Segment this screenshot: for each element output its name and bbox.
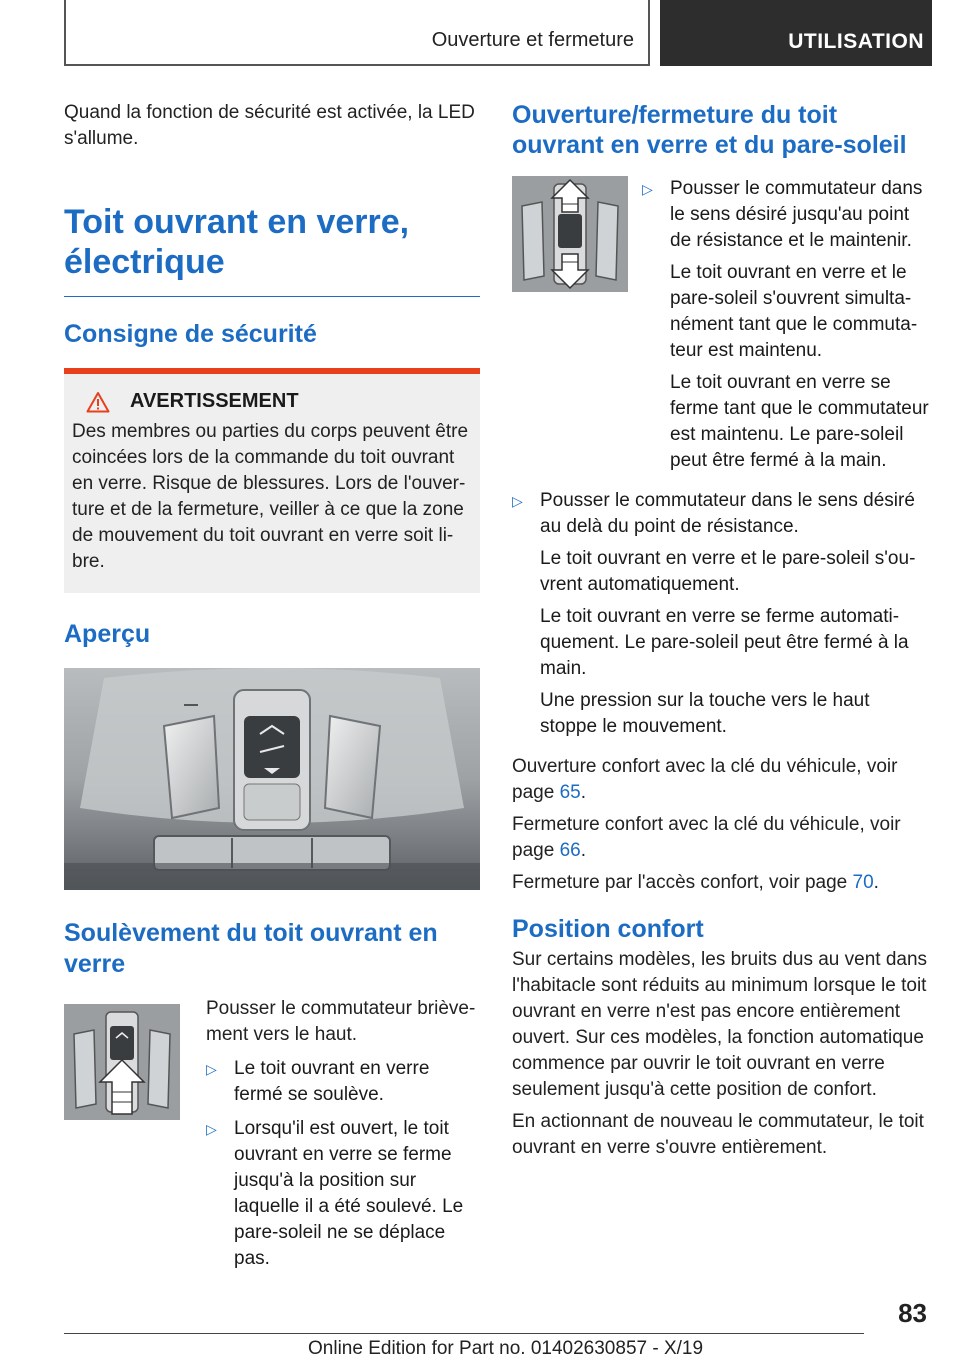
switch-up-down-diagram [512, 176, 628, 292]
footer-rule [64, 1333, 864, 1334]
warning-label: AVERTISSEMENT [130, 390, 299, 412]
warning-box [64, 368, 480, 593]
triangle-bullet-icon: ▷ [206, 1121, 217, 1137]
title-rule [64, 296, 480, 297]
open-close-section [512, 176, 930, 474]
page-link-65[interactable]: 65 [559, 782, 581, 803]
comfort-para2: En actionnant de nouveau le commutateur, le toit ouvrant en verre s'ouvre entièrement. [512, 1111, 924, 1158]
page-header [64, 0, 932, 66]
comfort-close-ref: Fermeture confort avec la clé du véhicule, voir page 66. [512, 814, 901, 861]
raise-text-block [206, 996, 480, 1272]
section-title-glass-roof: Toit ouvrant en verre, électrique [64, 203, 410, 281]
raise-heading: Soulèvement du toit ouvrant en verre [64, 919, 438, 978]
footer-edition: Online Edition for Part no. 01402630857 - X/19 [308, 1338, 704, 1359]
bullet-list-1 [642, 176, 930, 474]
comfort-heading: Position confort [512, 915, 704, 943]
left-column [64, 100, 480, 1272]
safety-heading: Consigne de sécurité [64, 320, 317, 348]
intro-text: Quand la fonction de sécurité est activée, la LED s'allume. [64, 102, 475, 149]
warning-text: Des membres ou parties du corps peuvent être coincées lors de la commande du toit ouvrant en verre. Risque de blessures. Lors de l'ouverture et de la fermeture, veiller à ce que la zone de mouvement du toit ouvrant en verre soit libre. [72, 421, 469, 572]
chapter-title: UTILISATION [788, 30, 924, 53]
bullet2-para2: Le toit ouvrant en verre se ferme automatiquement. Le pare-soleil peut être fermé à la main. [540, 606, 909, 679]
chapter-tab [660, 0, 932, 66]
page-link-66[interactable]: 66 [559, 840, 581, 861]
list-item: ▷ Lorsqu'il est ouvert, le toit ouvrant en verre se ferme jusqu'à la position sur laquelle il a été soulevé. Le pare-soleil ne se déplace pas. [206, 1118, 464, 1269]
list-item: ▷ Pousser le commutateur dans le sens désiré au delà du point de résistance. Le toit ouvrant en verre et le pare-soleil s'ouvrent automatiquement. Le toit ouvrant en verre se ferme automatiquement. Le pare-soleil peut être fermé à la main. Une pression sur la touche vers le haut stoppe le mouvement. [512, 488, 930, 740]
comfort-access-ref: Fermeture par l'accès confort, voir page 70. [512, 872, 879, 893]
section-tab [64, 0, 650, 66]
comfort-para1: Sur certains modèles, les bruits dus au vent dans l'habitacle sont réduits au minimum lorsque le toit ouvrant en verre n'est pas encore entièrement ouvert. Sur ces modèles, la fonction automatique commence par ouvrir le toit ouvrant en verre seulement jusqu'à cette position de confort. [512, 949, 928, 1100]
section-title: Ouverture et fermeture [431, 29, 634, 51]
raise-intro: Pousser le commutateur brièvement vers le haut. [206, 998, 476, 1045]
raise-section [64, 996, 480, 1272]
triangle-bullet-icon: ▷ [642, 181, 653, 197]
right-column [512, 100, 930, 1161]
list-item: ▷ Le toit ouvrant en verre fermé se soulève. [206, 1058, 430, 1105]
bullet2-para1: Le toit ouvrant en verre et le pare-soleil s'ouvrent automatiquement. [540, 548, 916, 595]
warning-triangle-icon [86, 391, 110, 413]
warning-title [86, 390, 472, 413]
triangle-bullet-icon: ▷ [512, 493, 523, 509]
bullet1-para2: Le toit ouvrant en verre se ferme tant que le commutateur est maintenu. Le pare-soleil peut être fermé à la main. [670, 372, 929, 471]
bullet1-para1: Le toit ouvrant en verre et le pare-soleil s'ouvrent simultanément tant que le commutateur est maintenu. [670, 262, 918, 361]
switch-up-diagram [64, 1004, 180, 1120]
overview-heading: Aperçu [64, 620, 151, 648]
page-link-70[interactable]: 70 [852, 872, 874, 893]
open-close-heading: Ouverture/fermeture du toit ouvrant en verre et du pare-soleil [512, 101, 907, 159]
comfort-open-ref: Ouverture confort avec la clé du véhicule, voir page 65. [512, 756, 898, 803]
list-item: ▷ Pousser le commutateur dans le sens désiré jusqu'au point de résistance et le maintenir. Le toit ouvrant en verre et le pare-soleil s'ouvrent simultanément tant que le commutateur est maintenu. Le toit ouvrant en verre se ferme tant que le commutateur est maintenu. Le pare-soleil peut être fermé à la main. [642, 176, 930, 474]
raise-bullets [206, 1056, 480, 1272]
triangle-bullet-icon: ▷ [206, 1061, 217, 1077]
bullet2-para3: Une pression sur la touche vers le haut stoppe le mouvement. [540, 690, 870, 737]
bullet-list-2 [512, 488, 930, 740]
page-number: 83 [898, 1298, 927, 1328]
roof-console-photo [64, 668, 480, 890]
